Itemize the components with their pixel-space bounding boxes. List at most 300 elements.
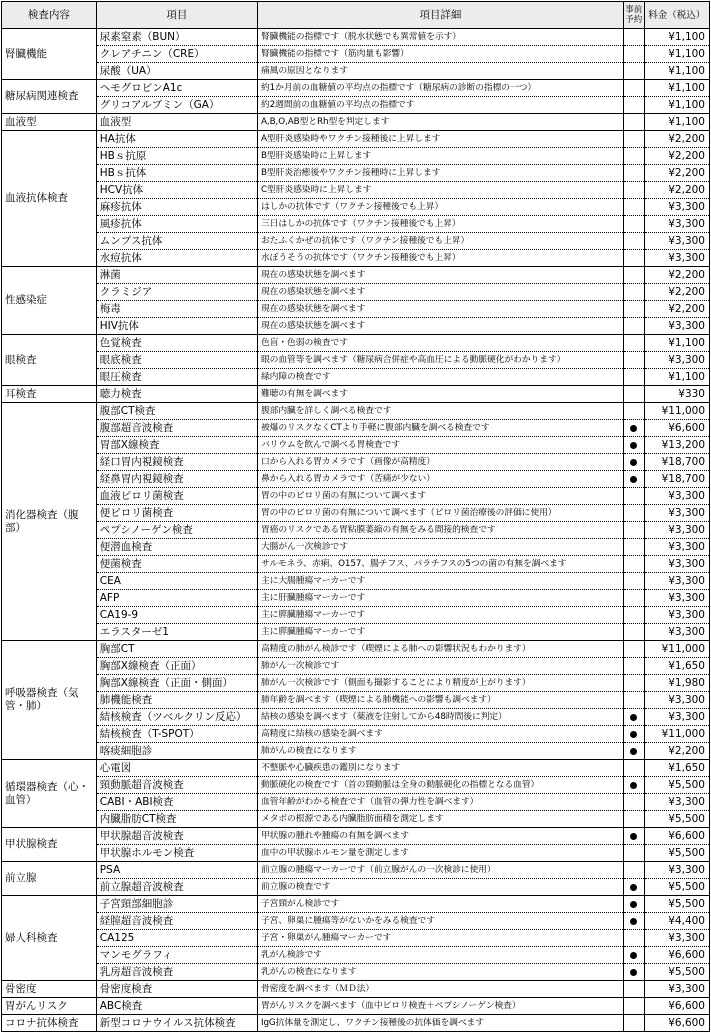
detail-cell: 大腸がん一次検診です (257, 539, 623, 556)
price-cell: ¥5,500 (644, 777, 709, 794)
item-cell: 聴力検査 (96, 386, 257, 403)
item-cell: 淋菌 (96, 267, 257, 284)
detail-cell: 胃がんリスクを調べます（血中ピロリ検査＋ペプシノーゲン検査） (257, 998, 623, 1015)
detail-cell: 肺がん一次検診です（側面も撮影することにより精度が上がります） (257, 675, 623, 692)
reservation-cell (623, 964, 644, 981)
table-row (2, 930, 710, 947)
price-cell: ¥1,100 (644, 63, 709, 80)
detail-cell: 腎臓機能の指標です（筋肉量も影響） (257, 46, 623, 63)
detail-cell: 現在の感染状態を調べます (257, 301, 623, 318)
reservation-cell (623, 828, 644, 845)
price-cell: ¥3,300 (644, 556, 709, 573)
detail-cell: 水ぼうそうの抗体です（ワクチン接種後でも上昇） (257, 250, 623, 267)
detail-cell: 胃の中のピロリ菌の有無について調べます (257, 488, 623, 505)
detail-cell: A,B,O,AB型とRh型を判定します (257, 114, 623, 131)
price-cell: ¥330 (644, 386, 709, 403)
reservation-cell (623, 420, 644, 437)
table-row (2, 369, 710, 386)
category-cell: 糖尿病関連検査 (2, 80, 97, 114)
table-row (2, 318, 710, 335)
table-row (2, 267, 710, 284)
item-cell: 尿酸（UA） (96, 63, 257, 80)
reservation-cell (623, 437, 644, 454)
price-cell: ¥3,300 (644, 522, 709, 539)
table-row (2, 879, 710, 896)
detail-cell: B型肝炎治癒後やワクチン接種時に上昇します (257, 165, 623, 182)
exam-price-table (1, 1, 710, 1032)
table-row (2, 845, 710, 862)
detail-cell: 子宮・卵巣がん腫瘍マーカーです (257, 930, 623, 947)
detail-cell: A型肝炎感染時やワクチン接種後に上昇します (257, 131, 623, 148)
table-row (2, 573, 710, 590)
reservation-cell (623, 913, 644, 930)
detail-cell: 現在の感染状態を調べます (257, 318, 623, 335)
category-cell: 前立腺 (2, 862, 97, 896)
price-cell: ¥13,200 (644, 437, 709, 454)
reservation-cell (623, 352, 644, 369)
reservation-cell (623, 216, 644, 233)
reservation-cell (623, 709, 644, 726)
reservation-required-icon (630, 969, 637, 976)
detail-cell: 口から入れる胃カメラです（画像が高精度） (257, 454, 623, 471)
detail-cell: 主に膵臓腫瘍マーカーです (257, 607, 623, 624)
price-cell: ¥3,300 (644, 539, 709, 556)
detail-cell: 緑内障の検査です (257, 369, 623, 386)
price-cell: ¥5,500 (644, 879, 709, 896)
detail-cell: 胃の中のピロリ菌の有無について調べます（ピロリ菌治療後の評価に使用） (257, 505, 623, 522)
price-cell: ¥3,300 (644, 862, 709, 879)
detail-cell: 血中の甲状腺ホルモン量を測定します (257, 845, 623, 862)
detail-cell: 主に大腸腫瘍マーカーです (257, 573, 623, 590)
reservation-cell (623, 488, 644, 505)
detail-cell: 高精度に結核の感染を調べます (257, 726, 623, 743)
item-cell: HBｓ抗原 (96, 148, 257, 165)
detail-cell: 腎臓機能の指標です（脱水状態でも異常値を示す） (257, 29, 623, 46)
price-cell: ¥3,300 (644, 930, 709, 947)
item-cell: CA19-9 (96, 607, 257, 624)
item-cell: 胸部CT (96, 641, 257, 658)
price-cell: ¥5,500 (644, 964, 709, 981)
detail-cell: 乳がんの検査になります (257, 964, 623, 981)
price-cell: ¥6,600 (644, 420, 709, 437)
category-cell: 性感染症 (2, 267, 97, 335)
item-cell: HIV抗体 (96, 318, 257, 335)
detail-cell: 現在の感染状態を調べます (257, 267, 623, 284)
price-cell: ¥3,300 (644, 250, 709, 267)
price-cell: ¥2,200 (644, 267, 709, 284)
detail-cell: はしかの抗体です（ワクチン接種後でも上昇） (257, 199, 623, 216)
table-row (2, 947, 710, 964)
reservation-cell (623, 777, 644, 794)
item-cell: マンモグラフィ (96, 947, 257, 964)
detail-cell: 三日はしかの抗体です（ワクチン接種後でも上昇） (257, 216, 623, 233)
item-cell: 水痘抗体 (96, 250, 257, 267)
category-cell: 耳検査 (2, 386, 97, 403)
detail-cell: 結核の感染を調べます（薬液を注射してから48時間後に判定） (257, 709, 623, 726)
table-row (2, 556, 710, 573)
detail-cell: 前立腺の腫瘍マーカーです（前立腺がんの一次検診に使用） (257, 862, 623, 879)
detail-cell: B型肝炎感染時に上昇します (257, 148, 623, 165)
price-cell: ¥1,100 (644, 114, 709, 131)
detail-cell: 血管年齢がわかる検査です（血管の弾力性を調べます） (257, 794, 623, 811)
item-cell: クラミジア (96, 284, 257, 301)
price-cell: ¥6,600 (644, 828, 709, 845)
table-row (2, 386, 710, 403)
item-cell: HA抗体 (96, 131, 257, 148)
detail-cell: 子宮頸がん検診です (257, 896, 623, 913)
header-item: 項目 (96, 2, 257, 29)
table-row (2, 658, 710, 675)
price-cell: ¥3,300 (644, 233, 709, 250)
reservation-cell (623, 947, 644, 964)
table-row (2, 182, 710, 199)
item-cell: 腹部CT検査 (96, 403, 257, 420)
item-cell: 便菌検査 (96, 556, 257, 573)
detail-cell: 腹部内臓を詳しく調べる検査です (257, 403, 623, 420)
item-cell: 経鼻胃内視鏡検査 (96, 471, 257, 488)
header-reservation-line2: 予約 (625, 15, 643, 25)
price-cell: ¥3,300 (644, 573, 709, 590)
detail-cell: 甲状腺の腫れや腫瘍の有無を調べます (257, 828, 623, 845)
reservation-required-icon (630, 884, 637, 891)
item-cell: 胸部X線検査（正面） (96, 658, 257, 675)
table-row (2, 454, 710, 471)
price-cell: ¥1,650 (644, 760, 709, 777)
price-cell: ¥18,700 (644, 454, 709, 471)
detail-cell: 約1か月前の血糖値の平均点の指標です（糖尿病の診断の指標の一つ） (257, 80, 623, 97)
item-cell: 結核検査（T-SPOT） (96, 726, 257, 743)
table-row (2, 284, 710, 301)
reservation-required-icon (630, 952, 637, 959)
table-row (2, 590, 710, 607)
price-cell: ¥6,600 (644, 1015, 709, 1032)
reservation-cell (623, 403, 644, 420)
reservation-cell (623, 80, 644, 97)
table-row (2, 760, 710, 777)
price-cell: ¥4,400 (644, 913, 709, 930)
table-row (2, 29, 710, 46)
reservation-cell (623, 471, 644, 488)
price-cell: ¥1,650 (644, 658, 709, 675)
detail-cell: 肺がん一次検診です (257, 658, 623, 675)
table-row (2, 46, 710, 63)
price-cell: ¥3,300 (644, 607, 709, 624)
detail-cell: 色盲・色弱の検査です (257, 335, 623, 352)
reservation-cell (623, 250, 644, 267)
table-row (2, 114, 710, 131)
reservation-cell (623, 675, 644, 692)
price-cell: ¥6,600 (644, 998, 709, 1015)
reservation-cell (623, 607, 644, 624)
table-header-row (2, 2, 710, 29)
item-cell: 甲状腺超音波検査 (96, 828, 257, 845)
reservation-cell (623, 981, 644, 998)
table-row (2, 539, 710, 556)
reservation-cell (623, 998, 644, 1015)
detail-cell: 不整脈や心臓疾患の鑑別になります (257, 760, 623, 777)
reservation-cell (623, 165, 644, 182)
reservation-cell (623, 114, 644, 131)
detail-cell: 高精度の肺がん検診です（喫煙による肺への影響状況もわかります） (257, 641, 623, 658)
item-cell: 尿素窒素（BUN） (96, 29, 257, 46)
price-cell: ¥2,200 (644, 301, 709, 318)
item-cell: 血液型 (96, 114, 257, 131)
reservation-cell (623, 267, 644, 284)
item-cell: CABI・ABI検査 (96, 794, 257, 811)
table-body (2, 29, 710, 1032)
item-cell: 子宮頸部細胞診 (96, 896, 257, 913)
detail-cell: 骨密度を調べます（ＭＤ法） (257, 981, 623, 998)
detail-cell: 子宮、卵巣に腫瘍等がないかをみる検査です (257, 913, 623, 930)
item-cell: ペプシノーゲン検査 (96, 522, 257, 539)
item-cell: 乳房超音波検査 (96, 964, 257, 981)
header-reservation (623, 2, 644, 29)
table-row (2, 403, 710, 420)
item-cell: 風疹抗体 (96, 216, 257, 233)
table-row (2, 607, 710, 624)
header-price: 料金（税込） (644, 2, 709, 29)
reservation-cell (623, 556, 644, 573)
detail-cell: 痛風の原因となります (257, 63, 623, 80)
price-cell: ¥2,200 (644, 743, 709, 760)
item-cell: 内臓脂肪CT検査 (96, 811, 257, 828)
detail-cell: バリウムを飲んで調べる胃検査です (257, 437, 623, 454)
reservation-cell (623, 658, 644, 675)
item-cell: 心電図 (96, 760, 257, 777)
reservation-cell (623, 879, 644, 896)
item-cell: 新型コロナウイルス抗体検査 (96, 1015, 257, 1032)
item-cell: 便ピロリ菌検査 (96, 505, 257, 522)
item-cell: 胃部X線検査 (96, 437, 257, 454)
detail-cell: 主に膵臓腫瘍マーカーです (257, 624, 623, 641)
detail-cell: IgG抗体量を測定し、ワクチン接種後の抗体価を調べます (257, 1015, 623, 1032)
reservation-cell (623, 148, 644, 165)
table-row (2, 97, 710, 114)
reservation-cell (623, 97, 644, 114)
reservation-required-icon (630, 425, 637, 432)
table-row (2, 148, 710, 165)
header-category: 検査内容 (2, 2, 97, 29)
reservation-required-icon (630, 442, 637, 449)
item-cell: ムンプス抗体 (96, 233, 257, 250)
table-row (2, 828, 710, 845)
table-row (2, 998, 710, 1015)
table-row (2, 675, 710, 692)
price-cell: ¥3,300 (644, 352, 709, 369)
reservation-required-icon (630, 731, 637, 738)
detail-cell: 鼻から入れる胃カメラです（苦痛が少ない） (257, 471, 623, 488)
table-row (2, 420, 710, 437)
detail-cell: 乳がん検診です (257, 947, 623, 964)
price-cell: ¥5,500 (644, 896, 709, 913)
reservation-cell (623, 29, 644, 46)
price-cell: ¥5,500 (644, 845, 709, 862)
item-cell: 便潜血検査 (96, 539, 257, 556)
price-cell: ¥5,500 (644, 811, 709, 828)
detail-cell: サルモネラ、赤痢、O157、腸チフス、パラチフスの5つの菌の有無を調べます (257, 556, 623, 573)
category-cell: 甲状腺検査 (2, 828, 97, 862)
detail-cell: C型肝炎感染時に上昇します (257, 182, 623, 199)
price-cell: ¥2,200 (644, 284, 709, 301)
reservation-cell (623, 896, 644, 913)
item-cell: 眼圧検査 (96, 369, 257, 386)
price-cell: ¥3,300 (644, 318, 709, 335)
price-cell: ¥2,200 (644, 148, 709, 165)
reservation-required-icon (630, 833, 637, 840)
table-row (2, 641, 710, 658)
table-row (2, 811, 710, 828)
item-cell: 腹部超音波検査 (96, 420, 257, 437)
table-row (2, 794, 710, 811)
price-cell: ¥3,300 (644, 488, 709, 505)
price-cell: ¥3,300 (644, 590, 709, 607)
reservation-cell (623, 233, 644, 250)
price-cell: ¥1,980 (644, 675, 709, 692)
category-cell: 循環器検査（心・血管） (2, 760, 97, 828)
price-cell: ¥18,700 (644, 471, 709, 488)
reservation-cell (623, 46, 644, 63)
reservation-cell (623, 131, 644, 148)
reservation-cell (623, 573, 644, 590)
table-row (2, 505, 710, 522)
reservation-required-icon (630, 459, 637, 466)
category-cell: 胃がんリスク (2, 998, 97, 1015)
table-row (2, 981, 710, 998)
table-row (2, 862, 710, 879)
item-cell: ABC検査 (96, 998, 257, 1015)
price-cell: ¥1,100 (644, 97, 709, 114)
price-cell: ¥11,000 (644, 726, 709, 743)
price-cell: ¥2,200 (644, 165, 709, 182)
reservation-cell (623, 369, 644, 386)
price-cell: ¥3,300 (644, 216, 709, 233)
item-cell: 梅毒 (96, 301, 257, 318)
reservation-cell (623, 318, 644, 335)
reservation-cell (623, 386, 644, 403)
table-row (2, 471, 710, 488)
reservation-cell (623, 1015, 644, 1032)
price-cell: ¥1,100 (644, 46, 709, 63)
price-cell: ¥3,300 (644, 709, 709, 726)
table-row (2, 63, 710, 80)
item-cell: HCV抗体 (96, 182, 257, 199)
category-cell: 消化器検査（腹部） (2, 403, 97, 641)
price-cell: ¥3,300 (644, 624, 709, 641)
price-cell: ¥1,100 (644, 80, 709, 97)
reservation-cell (623, 182, 644, 199)
item-cell: AFP (96, 590, 257, 607)
item-cell: CEA (96, 573, 257, 590)
reservation-cell (623, 505, 644, 522)
reservation-required-icon (630, 748, 637, 755)
reservation-required-icon (630, 918, 637, 925)
item-cell: 経口胃内視鏡検査 (96, 454, 257, 471)
item-cell: PSA (96, 862, 257, 879)
category-cell: 眼検査 (2, 335, 97, 386)
item-cell: 肺機能検査 (96, 692, 257, 709)
item-cell: 骨密度検査 (96, 981, 257, 998)
reservation-cell (623, 522, 644, 539)
table-row (2, 437, 710, 454)
item-cell: 甲状腺ホルモン検査 (96, 845, 257, 862)
reservation-cell (623, 760, 644, 777)
price-cell: ¥11,000 (644, 403, 709, 420)
detail-cell: 被爆のリスクなくCTより手軽に腹部内臓を調べる検査です (257, 420, 623, 437)
reservation-required-icon (630, 714, 637, 721)
header-reservation-line1: 事前 (625, 5, 643, 15)
item-cell: CA125 (96, 930, 257, 947)
reservation-cell (623, 641, 644, 658)
reservation-required-icon (630, 901, 637, 908)
reservation-cell (623, 692, 644, 709)
table-row (2, 692, 710, 709)
item-cell: 色覚検査 (96, 335, 257, 352)
reservation-cell (623, 811, 644, 828)
table-row (2, 896, 710, 913)
reservation-cell (623, 743, 644, 760)
detail-cell: 眼の血管等を調べます（糖尿病合併症や高血圧による動脈硬化がわかります） (257, 352, 623, 369)
reservation-required-icon (630, 476, 637, 483)
item-cell: 頸動脈超音波検査 (96, 777, 257, 794)
category-cell: 血液抗体検査 (2, 131, 97, 267)
reservation-required-icon (630, 782, 637, 789)
table-row (2, 726, 710, 743)
item-cell: 喀痰細胞診 (96, 743, 257, 760)
category-cell: 骨密度 (2, 981, 97, 998)
detail-cell: おたふくかぜの抗体です（ワクチン接種後でも上昇） (257, 233, 623, 250)
table-row (2, 777, 710, 794)
table-row (2, 1015, 710, 1032)
detail-cell: 肺年齢を調べます（喫煙による肺機能への影響も調べます） (257, 692, 623, 709)
item-cell: ヘモグロビンA1c (96, 80, 257, 97)
category-cell: 腎臓機能 (2, 29, 97, 80)
table-row (2, 233, 710, 250)
table-row (2, 216, 710, 233)
detail-cell: 肺がんの検査になります (257, 743, 623, 760)
table-row (2, 131, 710, 148)
reservation-cell (623, 199, 644, 216)
table-row (2, 913, 710, 930)
reservation-cell (623, 862, 644, 879)
item-cell: 血液ピロリ菌検査 (96, 488, 257, 505)
reservation-cell (623, 63, 644, 80)
item-cell: 結核検査（ツベルクリン反応） (96, 709, 257, 726)
item-cell: HBｓ抗体 (96, 165, 257, 182)
price-cell: ¥3,300 (644, 505, 709, 522)
price-cell: ¥3,300 (644, 199, 709, 216)
reservation-cell (623, 624, 644, 641)
table-row (2, 335, 710, 352)
price-cell: ¥2,200 (644, 131, 709, 148)
reservation-cell (623, 301, 644, 318)
item-cell: 経膣超音波検査 (96, 913, 257, 930)
category-cell: 呼吸器検査（気管・肺） (2, 641, 97, 760)
table-row (2, 488, 710, 505)
table-row (2, 709, 710, 726)
item-cell: 眼底検査 (96, 352, 257, 369)
table-row (2, 199, 710, 216)
detail-cell: 約2週間前の血糖値の平均点の指標です (257, 97, 623, 114)
detail-cell: メタボの根源である内臓脂肪面積を測定します (257, 811, 623, 828)
reservation-cell (623, 539, 644, 556)
category-cell: 血液型 (2, 114, 97, 131)
table-row (2, 165, 710, 182)
price-cell: ¥2,200 (644, 182, 709, 199)
price-cell: ¥1,100 (644, 369, 709, 386)
category-cell: 婦人科検査 (2, 896, 97, 981)
reservation-cell (623, 284, 644, 301)
item-cell: エラスターゼ1 (96, 624, 257, 641)
